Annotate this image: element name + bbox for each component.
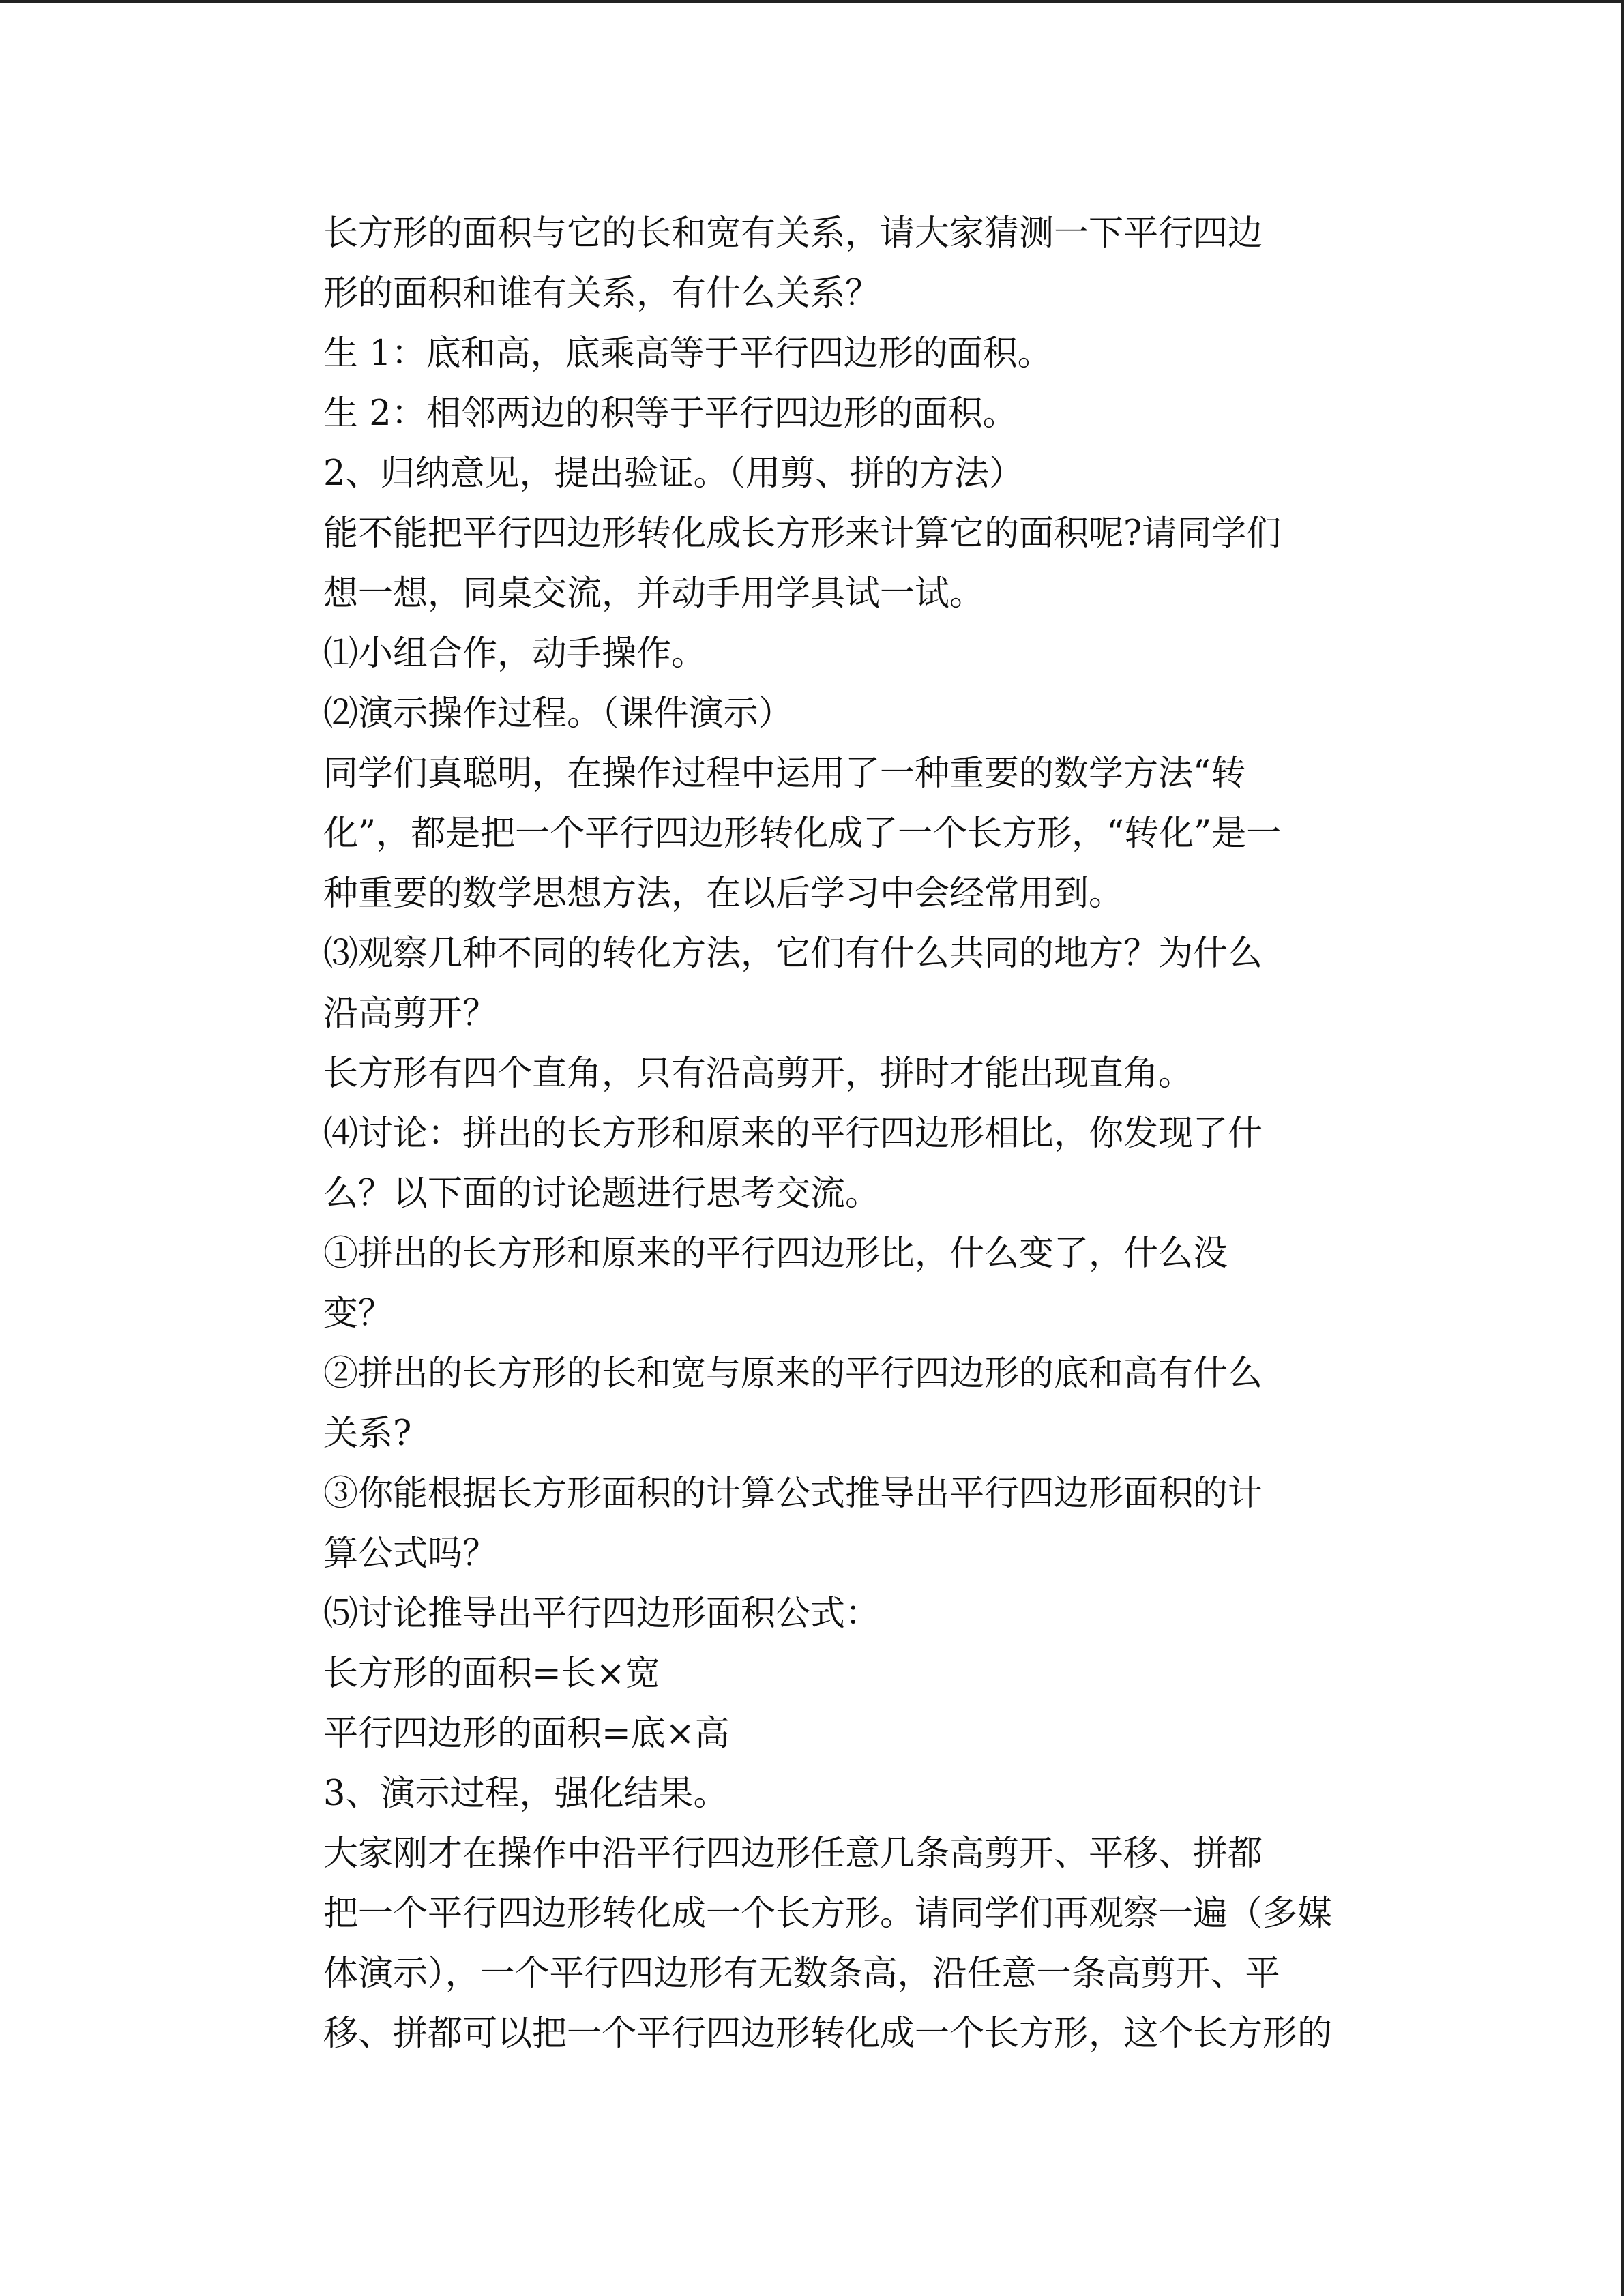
paragraph	[246, 1824, 1378, 2064]
paragraph	[246, 324, 1378, 384]
list-item	[246, 1584, 1378, 1644]
text-line: ③你能根据长方形面积的计算公式推导出平行四边形面积的计	[323, 1474, 1263, 1514]
paragraph	[246, 204, 1378, 324]
text-line: 2、归纳意见，提出验证。（用剪、拼的方法）	[323, 453, 1024, 494]
text-line: 把一个平行四边形转化成一个长方形。请同学们再观察一遍（多媒	[323, 1894, 1333, 1934]
formula	[246, 1704, 1378, 1764]
text-line: 生 2：相邻两边的积等于平行四边形的面积。	[323, 393, 1018, 434]
list-item	[246, 1224, 1378, 1344]
text-line: ⑸讨论推导出平行四边形面积公式：	[323, 1594, 881, 1634]
text-line: 同学们真聪明，在操作过程中运用了一种重要的数学方法“转	[323, 754, 1246, 794]
list-item	[246, 624, 1378, 684]
text-line: ②拼出的长方形的长和宽与原来的平行四边形的底和高有什么	[323, 1354, 1263, 1394]
text-line: ⑵演示操作过程。（课件演示）	[323, 694, 793, 734]
section-heading	[246, 1764, 1378, 1824]
text-line: 长方形有四个直角，只有沿高剪开，拼时才能出现直角。	[323, 1054, 1194, 1094]
paragraph	[246, 744, 1378, 924]
paragraph	[246, 1044, 1378, 1104]
text-line: 体演示），一个平行四边形有无数条高，沿任意一条高剪开、平	[323, 1954, 1280, 1994]
text-line: 形的面积和谁有关系，有什么关系？	[323, 273, 881, 314]
text-line: 算公式吗？	[323, 1534, 498, 1574]
text-line: ⑴小组合作，动手操作。	[323, 633, 707, 674]
text-line: 变？	[323, 1294, 394, 1334]
text-line: ⑶观察几种不同的转化方法，它们有什么共同的地方？为什么	[323, 934, 1263, 974]
list-item	[246, 1104, 1378, 1224]
paragraph	[246, 384, 1378, 444]
text-line: 大家刚才在操作中沿平行四边形任意几条高剪开、平移、拼都	[323, 1834, 1263, 1874]
list-item	[246, 1344, 1378, 1464]
text-line: 想一想，同桌交流，并动手用学具试一试。	[323, 573, 985, 614]
text-line: 种重要的数学思想方法，在以后学习中会经常用到。	[323, 874, 1124, 914]
document-body	[246, 204, 1378, 2064]
list-item	[246, 924, 1378, 1044]
text-line: 化”，都是把一个平行四边形转化成了一个长方形，“转化”是一	[323, 814, 1282, 854]
text-line: 沿高剪开？	[323, 994, 498, 1034]
paragraph	[246, 504, 1378, 624]
section-heading	[246, 444, 1378, 504]
text-line: 能不能把平行四边形转化成长方形来计算它的面积呢?请同学们	[323, 513, 1282, 554]
text-line: ⑷讨论：拼出的长方形和原来的平行四边形相比，你发现了什	[323, 1114, 1263, 1154]
formula	[246, 1644, 1378, 1704]
text-line: 么？以下面的讨论题进行思考交流。	[323, 1174, 881, 1214]
text-line: 生 1：底和高，底乘高等于平行四边形的面积。	[323, 333, 1052, 374]
text-line: 移、拼都可以把一个平行四边形转化成一个长方形，这个长方形的	[323, 2014, 1333, 2054]
text-line: ①拼出的长方形和原来的平行四边形比，什么变了，什么没	[323, 1234, 1228, 1274]
list-item	[246, 1464, 1378, 1584]
text-line: 3、演示过程，强化结果。	[323, 1774, 728, 1814]
text-line: 长方形的面积=长×宽	[323, 1654, 660, 1694]
text-line: 长方形的面积与它的长和宽有关系，请大家猜测一下平行四边	[323, 213, 1263, 254]
list-item	[246, 684, 1378, 744]
text-line: 关系?	[323, 1414, 412, 1454]
text-line: 平行四边形的面积=底×高	[323, 1714, 730, 1754]
